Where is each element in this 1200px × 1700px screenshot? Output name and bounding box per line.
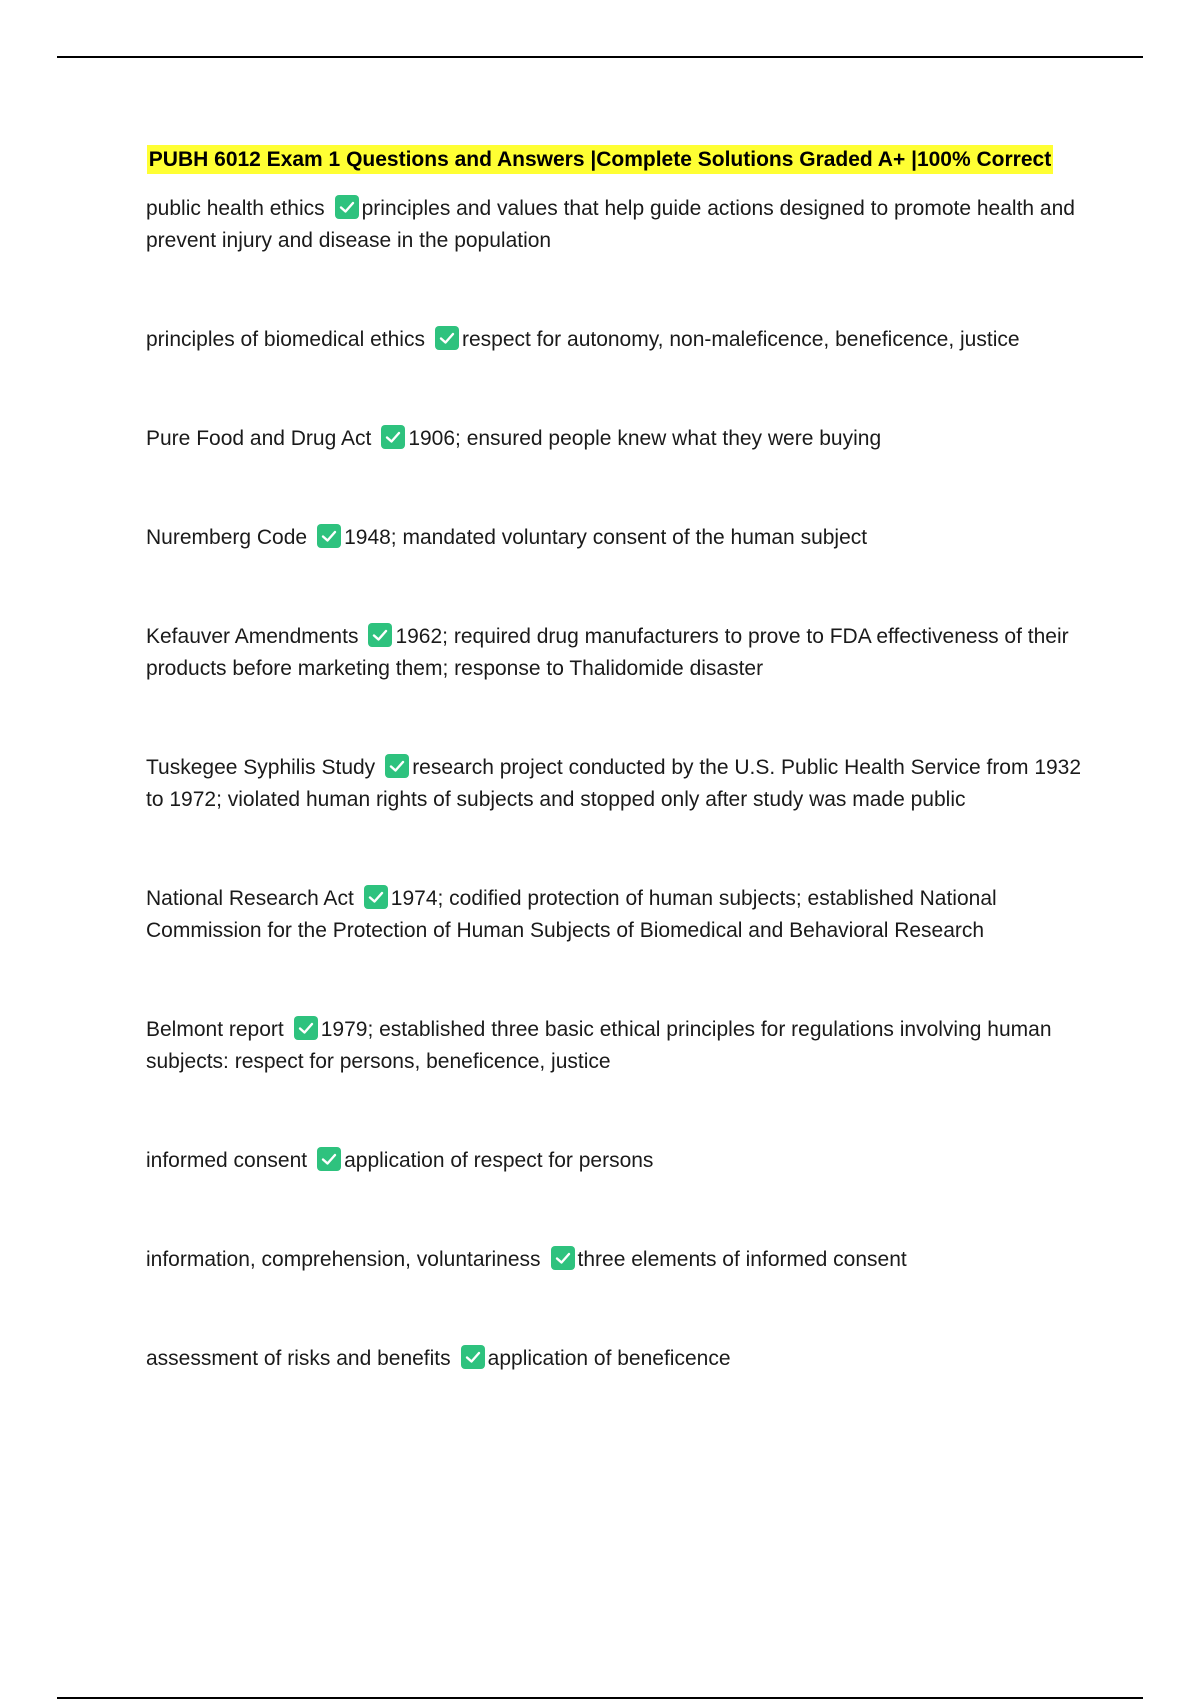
qa-term: assessment of risks and benefits xyxy=(146,1347,451,1370)
check-mark-icon xyxy=(364,885,388,909)
qa-item xyxy=(146,883,1082,947)
qa-term: information, comprehension, voluntariness xyxy=(146,1248,541,1271)
qa-item xyxy=(146,423,1082,455)
check-mark-icon xyxy=(385,754,409,778)
title-wrap xyxy=(0,145,1200,174)
qa-term: informed consent xyxy=(146,1149,308,1172)
qa-answer: principles and values that help guide actions designed to promote health and prevent injury and disease in the population xyxy=(146,197,1075,252)
check-mark-icon xyxy=(294,1016,318,1040)
qa-answer: three elements of informed consent xyxy=(577,1248,907,1271)
qa-item xyxy=(146,1014,1082,1078)
qa-item xyxy=(146,621,1082,685)
qa-answer: 1979; established three basic ethical principles for regulations involving human subjects: respect for persons, beneficence, justice xyxy=(146,1018,1052,1073)
check-mark-icon xyxy=(461,1345,485,1369)
qa-term: Tuskegee Syphilis Study xyxy=(146,756,376,779)
qa-item xyxy=(146,1343,1082,1375)
qa-term: Kefauver Amendments xyxy=(146,625,359,648)
check-mark-icon xyxy=(335,195,359,219)
check-mark-icon xyxy=(381,425,405,449)
qa-item xyxy=(146,752,1082,816)
qa-answer: research project conducted by the U.S. Public Health Service from 1932 to 1972; violated human rights of subjects and stopped only after study was made public xyxy=(146,756,1082,811)
qa-answer: 1962; required drug manufacturers to prove to FDA effectiveness of their products before marketing them; response to Thalidomide disaster xyxy=(146,625,1069,680)
top-rule xyxy=(57,56,1143,58)
qa-answer: 1948; mandated voluntary consent of the human subject xyxy=(344,526,868,549)
qa-answer: respect for autonomy, non-maleficence, beneficence, justice xyxy=(461,328,1020,351)
qa-term: Belmont report xyxy=(146,1018,284,1041)
check-mark-icon xyxy=(317,1147,341,1171)
qa-term: Pure Food and Drug Act xyxy=(146,427,372,450)
qa-item xyxy=(146,324,1082,356)
qa-item xyxy=(146,522,1082,554)
check-mark-icon xyxy=(317,524,341,548)
qa-item xyxy=(146,1244,1082,1276)
qa-answer: application of respect for persons xyxy=(344,1149,654,1172)
qa-list xyxy=(146,193,1082,1442)
check-mark-icon xyxy=(435,326,459,350)
qa-term: National Research Act xyxy=(146,887,354,910)
check-mark-icon xyxy=(551,1246,575,1270)
qa-item xyxy=(146,193,1082,257)
qa-answer: 1906; ensured people knew what they were buying xyxy=(408,427,882,450)
bottom-rule xyxy=(57,1697,1143,1699)
check-mark-icon xyxy=(368,623,392,647)
qa-answer: application of beneficence xyxy=(487,1347,731,1370)
qa-term: public health ethics xyxy=(146,197,325,220)
document-title: PUBH 6012 Exam 1 Questions and Answers |Complete Solutions Graded A+ |100% Correct xyxy=(147,145,1053,174)
qa-answer: 1974; codified protection of human subjects; established National Commission for the Protection of Human Subjects of Biomedical and Behavioral Research xyxy=(146,887,997,942)
qa-term: principles of biomedical ethics xyxy=(146,328,425,351)
qa-item xyxy=(146,1145,1082,1177)
qa-term: Nuremberg Code xyxy=(146,526,308,549)
